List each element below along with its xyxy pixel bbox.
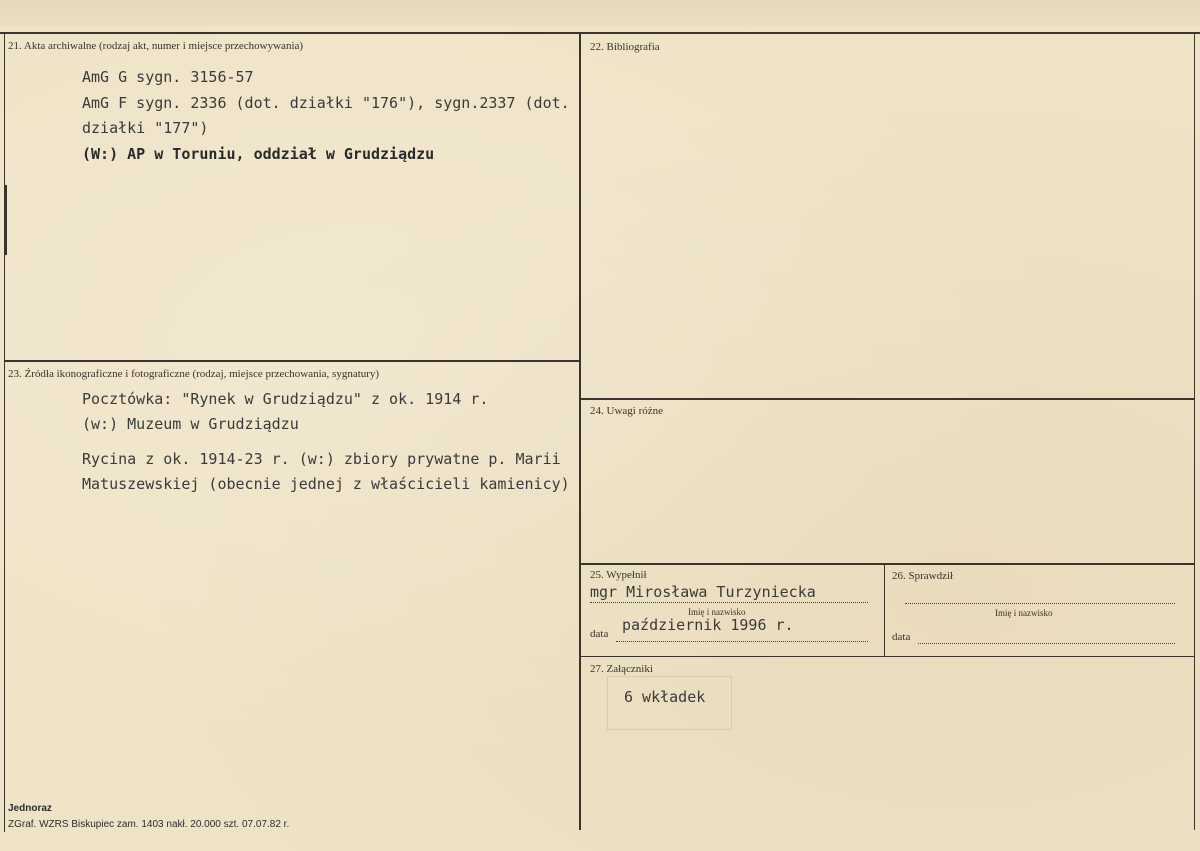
iconography-line-4: Matuszewskiej (obecnie jednej z właścicieli kamienicy) xyxy=(82,475,570,493)
archive-line-1: AmG G sygn. 3156-57 xyxy=(82,68,254,86)
section-27-label: 27. Załączniki xyxy=(590,663,653,675)
iconography-line-3: Rycina z ok. 1914-23 r. (w:) zbiory prywatne p. Marii xyxy=(82,450,561,468)
right-divider-22-24 xyxy=(580,398,1195,400)
section-23-label: 23. Źródła ikonograficzne i fotograficzne (rodzaj, miejsce przechowania, sygnatury) xyxy=(8,368,380,380)
right-divider-24-25 xyxy=(580,563,1195,565)
filled-by-date: październik 1996 r. xyxy=(622,616,794,634)
section-25-label: 25. Wypełnił xyxy=(590,569,647,581)
filled-by-name-caption: Imię i nazwisko xyxy=(688,607,746,617)
iconography-line-2: (w:) Muzeum w Grudziądzu xyxy=(82,415,299,433)
filled-by-date-label: data xyxy=(590,628,609,640)
footer-line-1: Jednoraz xyxy=(8,803,52,814)
section-22-label: 22. Bibliografia xyxy=(590,41,660,53)
footer-line-2: ZGraf. WZRS Biskupiec zam. 1403 nakł. 20.000 szt. 07.07.82 r. xyxy=(8,819,290,830)
left-edge-mark xyxy=(4,185,7,255)
filled-by-date-line xyxy=(616,641,868,642)
archive-line-4: (W:) AP w Toruniu, oddział w Grudziądzu xyxy=(82,145,435,163)
filled-by-name-line xyxy=(590,602,868,603)
filled-by-name: mgr Mirosława Turzyniecka xyxy=(590,583,816,601)
checked-by-date-line xyxy=(918,643,1175,644)
left-border xyxy=(4,32,5,832)
attachments-value: 6 wkładek xyxy=(624,688,706,706)
center-divider xyxy=(579,32,581,830)
section-24-label: 24. Uwagi różne xyxy=(590,405,664,417)
iconography-line-1: Pocztówka: "Rynek w Grudziądzu" z ok. 1914 r. xyxy=(82,390,489,408)
archive-line-2: AmG F sygn. 2336 (dot. działki "176"), sygn.2337 (dot. xyxy=(82,94,570,112)
section-26-label: 26. Sprawdził xyxy=(892,570,954,582)
checked-by-date-label: data xyxy=(892,631,911,643)
right-divider-25-27 xyxy=(580,656,1195,657)
right-border xyxy=(1194,32,1195,830)
signature-divider xyxy=(884,563,885,656)
section-21-label: 21. Akta archiwalne (rodzaj akt, numer i miejsce przechowywania) xyxy=(8,40,304,52)
left-mid-divider xyxy=(4,360,580,362)
card-top-edge xyxy=(0,0,1200,26)
top-border xyxy=(0,32,1200,34)
checked-by-name-line xyxy=(905,603,1175,604)
archive-line-3: działki "177") xyxy=(82,119,209,137)
checked-by-name-caption: Imię i nazwisko xyxy=(995,608,1053,618)
